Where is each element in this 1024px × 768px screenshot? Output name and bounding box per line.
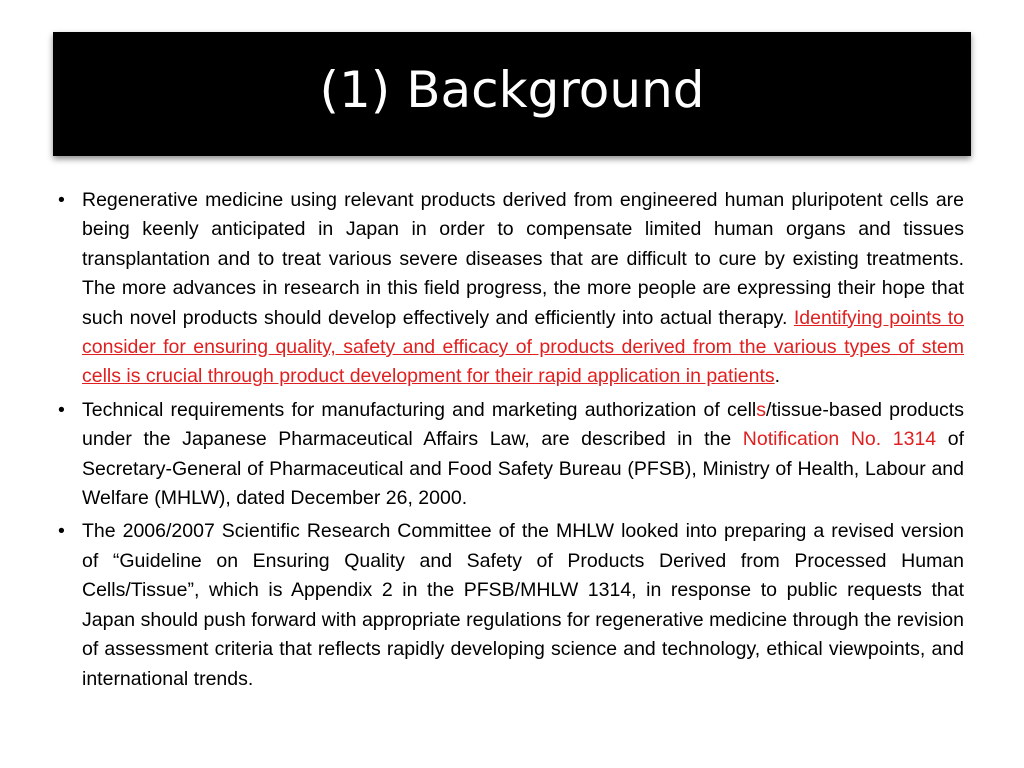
bullet-1-period: . (774, 365, 781, 388)
bullet-item-3 (58, 517, 964, 693)
slide-title: (1) Background (319, 61, 705, 119)
bullet-icon: • (58, 189, 65, 211)
notification-reference: Notification No. 1314 (742, 428, 937, 451)
bullet-list (58, 186, 964, 698)
bullet-2-red-s: s (756, 398, 767, 421)
title-banner (53, 32, 971, 156)
bullet-1-highlight: Identifying points to consider for ensuring quality, safety and efficacy of products derived from the various types of stem cells is crucial through product development for their rapid application in patients (82, 306, 965, 388)
bullet-item-2 (58, 396, 964, 514)
bullet-2-text-b: /tissue-based products under the Japanese Pharmaceutical Affairs Law, are described in the (82, 398, 964, 451)
bullet-1-text: Regenerative medicine using relevant products derived from engineered human pluripotent cells are being keenly anticipated in Japan in order to compensate limited human organs and tissues transplantation and to treat various severe diseases that are difficult to cure by existing treatments. The more advances in research in this field progress, the more people are expressing their hope that such novel products should develop effectively and efficiently into actual therapy. (82, 189, 964, 329)
bullet-icon: • (58, 520, 65, 543)
bullet-icon: • (58, 398, 65, 421)
bullet-3-text: The 2006/2007 Scientific Research Committee of the MHLW looked into preparing a revised version of “Guideline on Ensuring Quality and Safety of Products Derived from Processed Human Cells/Tissue”, which is Appendix 2 in the PFSB/MHLW 1314, in response to public requests that Japan should push forward with appropriate regulations for regenerative medicine through the revision of assessment criteria that reflects rapidly developing science and technology, ethical viewpoints, and international trends. (82, 520, 964, 690)
bullet-2-text-c: of Secretary-General of Pharmaceutical and Food Safety Bureau (PFSB), Ministry of Health, Labour and Welfare (MHLW), dated December 26, 2000. (82, 428, 964, 510)
bullet-item-1 (58, 186, 964, 392)
bullet-2-text-a: Technical requirements for manufacturing and marketing authorization of cell (82, 398, 757, 421)
